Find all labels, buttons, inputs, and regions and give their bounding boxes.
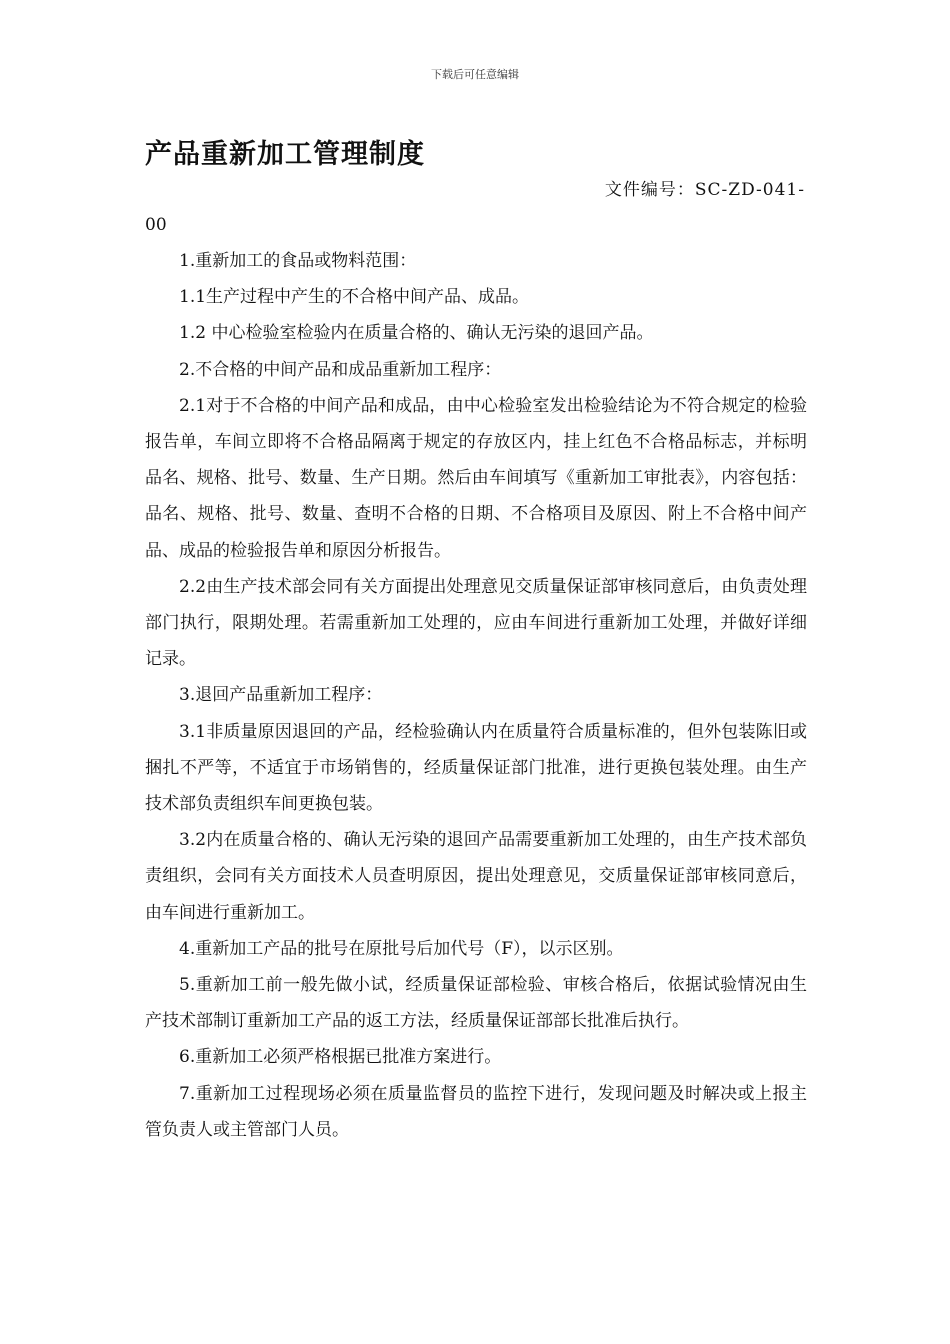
paragraph-7: 7.重新加工过程现场必须在质量监督员的监控下进行，发现问题及时解决或上报主管负责人或主管部门人员。 [145, 1083, 807, 1140]
paragraph-1-1: 1.1生产过程中产生的不合格中间产品、成品。 [179, 287, 530, 308]
paragraph-1: 1.重新加工的食品或物料范围： [179, 251, 417, 271]
paragraph-3: 3.退回产品重新加工程序： [179, 685, 383, 706]
paragraph-1-2: 1.2 中心检验室检验内在质量合格的、确认无污染的退回产品。 [179, 323, 654, 344]
paragraph-6: 6.重新加工必须严格根据已批准方案进行。 [179, 1047, 502, 1068]
paragraph-2-1: 2.1对于不合格的中间产品和成品，由中心检验室发出检验结论为不符合规定的检验报告单，车间立即将不合格品隔离于规定的存放区内，挂上红色不合格品标志，并标明品名、规格、批号、数量、生产日期。然后由车间填写《重新加工审批表》，内容包括：品名、规格、批号、数量、查明不合格的日期、不合格项目及原因、附上不合格中间产品、成品的检验报告单和原因分析报告。 [145, 395, 807, 561]
paragraph-2: 2.不合格的中间产品和成品重新加工程序： [179, 359, 502, 380]
paragraph-2-2: 2.2由生产技术部会同有关方面提出处理意见交质量保证部审核同意后，由负责处理部门执行，限期处理。若需重新加工处理的，应由车间进行重新加工处理，并做好详细记录。 [145, 576, 807, 670]
paragraph-4: 4.重新加工产品的批号在原批号后加代号（F），以示区别。 [179, 938, 624, 959]
paragraph-3-2: 3.2内在质量合格的、确认无污染的退回产品需要重新加工处理的，由生产技术部负责组织，会同有关方面技术人员查明原因，提出处理意见，交质量保证部审核同意后，由车间进行重新加工。 [145, 830, 807, 923]
doc-number-line2: 00 [145, 215, 167, 235]
document-body [145, 243, 807, 1148]
doc-number-line1: 文件编号：SC-ZD-041- [604, 180, 805, 200]
paragraph-5: 5.重新加工前一般先做小试，经质量保证部检验、审核合格后，依据试验情况由生产技术部制订重新加工产品的返工方法，经质量保证部部长批准后执行。 [145, 975, 807, 1032]
document-title: 产品重新加工管理制度 [145, 139, 425, 170]
header-note: 下载后可任意编辑 [431, 68, 519, 81]
paragraph-3-1: 3.1非质量原因退回的产品，经检验确认内在质量符合质量标准的，但外包装陈旧或捆扎不严等，不适宜于市场销售的，经质量保证部门批准，进行更换包装处理。由生产技术部负责组织车间更换包装。 [145, 721, 807, 815]
